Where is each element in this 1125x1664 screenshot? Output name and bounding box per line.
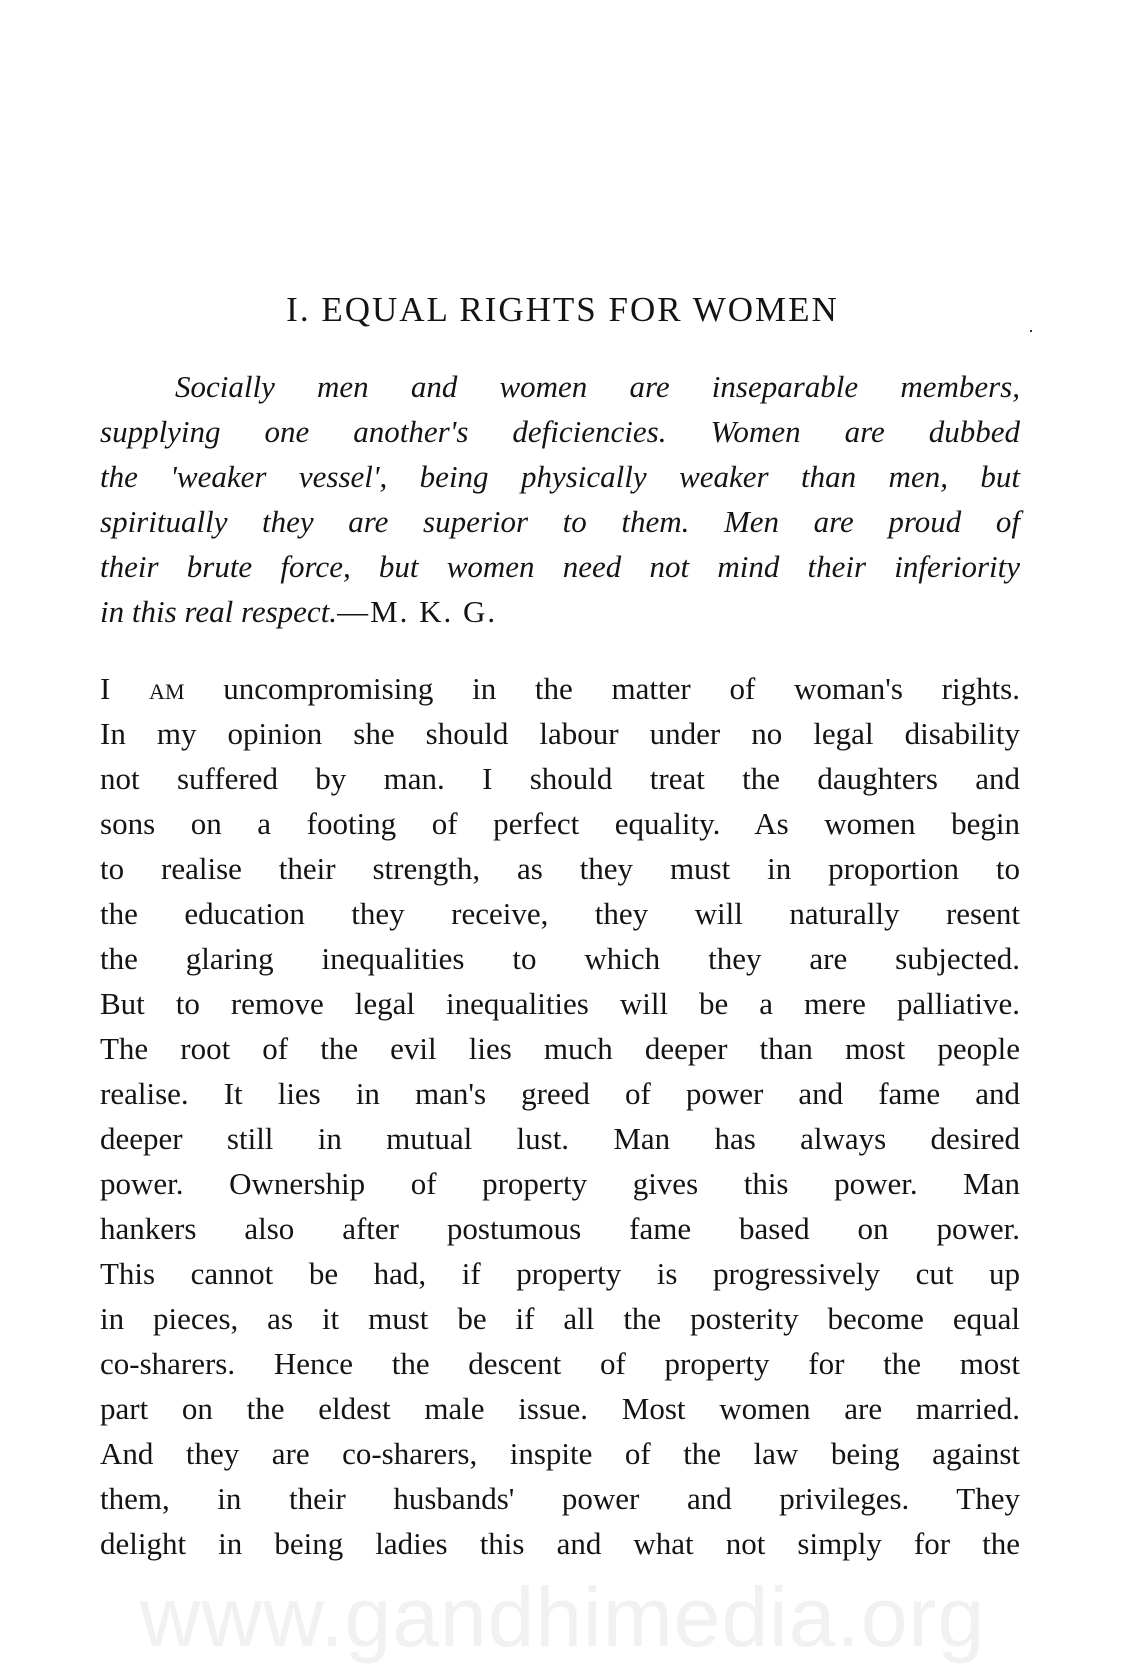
epigraph-attribution: —M. K. G. [337, 594, 498, 629]
epigraph-line: spiritually they are superior to them. Men are proud of [100, 504, 1020, 539]
opening-smallcaps: I am [100, 671, 185, 706]
epigraph-line: the 'weaker vessel', being physically weaker than men, but [100, 459, 1020, 494]
epigraph [100, 364, 1020, 634]
body-line: delight in being ladies this and what not simply for the [100, 1526, 1020, 1561]
body-line: The root of the evil lies much deeper than most people [100, 1031, 1020, 1066]
body-line: This cannot be had, if property is progressively cut up [100, 1256, 1020, 1291]
body-line: uncompromising in the matter of woman's rights. [184, 671, 1020, 706]
body-line: power. Ownership of property gives this power. Man [100, 1166, 1020, 1201]
epigraph-line: in this real respect. [100, 594, 338, 629]
body-line: to realise their strength, as they must in proportion to [100, 851, 1020, 886]
body-line: them, in their husbands' power and privileges. They [100, 1481, 1020, 1516]
chapter-title: I. EQUAL RIGHTS FOR WOMEN [286, 290, 839, 329]
body-line: not suffered by man. I should treat the daughters and [100, 761, 1020, 796]
body-line: part on the eldest male issue. Most women are married. [100, 1391, 1020, 1426]
body-line: But to remove legal inequalities will be a mere palliative. [100, 986, 1020, 1021]
body-line: the education they receive, they will naturally resent [100, 896, 1020, 931]
body-line: sons on a footing of perfect equality. As women begin [100, 806, 1020, 841]
body-paragraph [100, 666, 1020, 1566]
body-line: co-sharers. Hence the descent of property for the most [100, 1346, 1020, 1381]
body-line: realise. It lies in man's greed of power and fame and [100, 1076, 1020, 1111]
body-line: In my opinion she should labour under no legal disability [100, 716, 1020, 751]
body-line: hankers also after postumous fame based on power. [100, 1211, 1020, 1246]
print-speck [1030, 330, 1032, 332]
body-line: deeper still in mutual lust. Man has always desired [100, 1121, 1020, 1156]
epigraph-last-line [100, 589, 1020, 634]
body-first-line [100, 666, 1020, 711]
body-line: in pieces, as it must be if all the posterity become equal [100, 1301, 1020, 1336]
body-line: the glaring inequalities to which they are subjected. [100, 941, 1020, 976]
body-line: And they are co-sharers, inspite of the law being against [100, 1436, 1020, 1471]
epigraph-line: their brute force, but women need not mind their inferiority [100, 549, 1020, 584]
epigraph-line: supplying one another's deficiencies. Women are dubbed [100, 414, 1020, 449]
watermark: www.gandhimedia.org [139, 1570, 986, 1664]
epigraph-line: Socially men and women are inseparable members, [175, 369, 1020, 404]
